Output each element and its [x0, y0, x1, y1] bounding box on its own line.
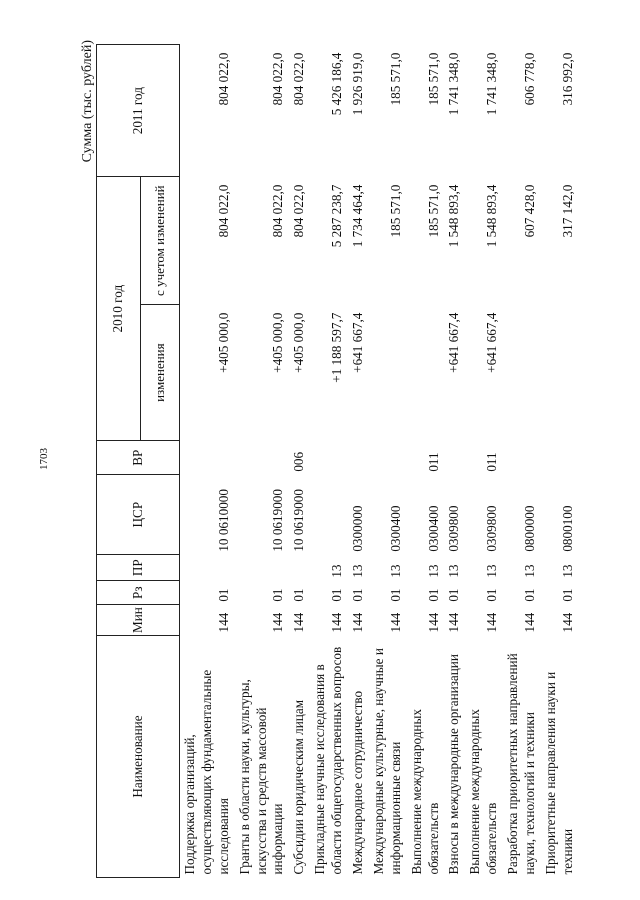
row-pr: 13	[350, 564, 366, 578]
row-csr: 0309800	[484, 505, 500, 552]
row-vr: 006	[291, 451, 307, 472]
row-csr: 0800100	[559, 505, 575, 552]
table-row	[369, 45, 407, 878]
budget-table	[96, 44, 579, 878]
units-label: Сумма (тыс. рублей)	[80, 40, 95, 163]
row-2011: 1 741 348,0	[446, 52, 462, 116]
table-row	[348, 45, 369, 878]
row-min: 144	[291, 612, 307, 633]
row-vr	[503, 441, 541, 475]
row-name: Взносы в международные организации	[446, 654, 462, 875]
row-2011: 804 022,0	[270, 52, 286, 106]
header-csr: ЦСР	[97, 475, 180, 555]
row-with-changes: 1 548 893,4	[484, 184, 500, 248]
table-row	[465, 45, 503, 878]
row-vr	[369, 441, 407, 475]
row-with-changes: 804 022,0	[291, 184, 307, 238]
row-vr	[310, 441, 348, 475]
row-name: Поддержка организаций, осуществляющих фундаментальные исследования	[182, 669, 231, 875]
row-with-changes: 317 142,0	[559, 184, 575, 238]
row-changes: +1 188 597,7	[329, 312, 345, 383]
row-changes: +641 667,4	[350, 312, 366, 373]
row-min: 144	[215, 612, 231, 633]
row-pr: 13	[425, 564, 441, 578]
row-2011: 804 022,0	[215, 52, 231, 106]
row-pr: 13	[522, 564, 538, 578]
table-row	[180, 45, 235, 878]
row-min: 144	[522, 612, 538, 633]
row-2011: 1 741 348,0	[484, 52, 500, 116]
row-min: 144	[446, 612, 462, 633]
row-2011: 804 022,0	[291, 52, 307, 106]
row-rz: 01	[484, 588, 500, 602]
row-rz: 01	[522, 588, 538, 602]
row-with-changes: 185 571,0	[387, 184, 403, 238]
table-row	[235, 45, 290, 878]
row-vr	[541, 441, 579, 475]
row-pr: 13	[446, 564, 462, 578]
row-rz: 01	[446, 588, 462, 602]
row-pr	[289, 555, 310, 581]
row-name: Выполнение международных обязательств	[408, 709, 441, 875]
row-2011: 606 778,0	[522, 52, 538, 106]
row-vr	[235, 441, 290, 475]
row-rz: 01	[270, 588, 286, 602]
row-name: Субсидии юридическим лицам	[291, 699, 307, 875]
header-row	[97, 45, 141, 878]
row-2011: 316 992,0	[559, 52, 575, 106]
row-changes: +405 000,0	[215, 312, 231, 373]
header-vr: ВР	[97, 441, 180, 475]
table-row	[407, 45, 445, 878]
header-pr: ПР	[97, 555, 180, 581]
row-changes: +641 667,4	[484, 312, 500, 373]
row-changes	[541, 305, 579, 441]
row-csr	[310, 475, 348, 555]
row-name: Гранты в области науки, культуры, искусства и средств массовой информации	[236, 679, 286, 875]
row-min: 144	[329, 612, 345, 633]
row-changes: +641 667,4	[446, 312, 462, 373]
row-csr: 0800000	[522, 505, 538, 552]
row-name: Выполнение международных обязательств	[467, 709, 500, 875]
row-with-changes: 185 571,0	[425, 184, 441, 238]
table-row	[289, 45, 310, 878]
row-min: 144	[559, 612, 575, 633]
row-with-changes: 1 734 464,4	[350, 184, 366, 248]
row-name: Приоритетные направления науки и техники	[542, 671, 575, 875]
row-csr: 0300000	[350, 505, 366, 552]
row-2011: 185 571,0	[387, 52, 403, 106]
row-pr: 13	[329, 564, 345, 578]
row-name: Прикладные научные исследования в области общегосударственных вопросов	[312, 646, 345, 875]
row-min: 144	[387, 612, 403, 633]
row-changes: +405 000,0	[270, 312, 286, 373]
row-2011: 5 426 186,4	[329, 52, 345, 116]
row-rz: 01	[215, 588, 231, 602]
row-2011: 1 926 919,0	[350, 52, 366, 116]
row-with-changes: 1 548 893,4	[446, 184, 462, 248]
row-name: Разработка приоритетных направлений науки, технологий и техники	[505, 653, 538, 875]
header-name: Наименование	[97, 636, 180, 878]
table-row	[444, 45, 465, 878]
row-min: 144	[350, 612, 366, 633]
row-pr: 13	[484, 564, 500, 578]
header-with-changes: с учетом изменений	[141, 177, 180, 305]
table-row	[541, 45, 579, 878]
row-changes	[369, 305, 407, 441]
row-csr: 0309800	[446, 505, 462, 552]
row-csr: 0300400	[387, 505, 403, 552]
row-rz: 01	[387, 588, 403, 602]
row-with-changes: 804 022,0	[215, 184, 231, 238]
row-csr: 10 0610000	[215, 489, 231, 552]
header-min: Мин	[97, 605, 180, 636]
table-row	[503, 45, 541, 878]
row-min: 144	[425, 612, 441, 633]
header-changes: изменения	[141, 305, 180, 441]
row-vr	[180, 441, 235, 475]
header-year-2011: 2011 год	[97, 45, 180, 177]
row-name: Международные культурные, научные и информационные связи	[370, 648, 403, 875]
row-min: 144	[270, 612, 286, 633]
row-pr	[180, 555, 235, 581]
row-rz: 01	[559, 588, 575, 602]
header-rz: Рз	[97, 581, 180, 605]
row-csr: 10 0619000	[291, 489, 307, 552]
row-rz: 01	[425, 588, 441, 602]
row-with-changes: 607 428,0	[522, 184, 538, 238]
row-csr: 0300400	[425, 505, 441, 552]
row-changes	[407, 305, 445, 441]
header-year-2010: 2010 год	[97, 177, 141, 441]
row-vr	[444, 441, 465, 475]
row-vr: 011	[484, 452, 500, 472]
row-with-changes: 804 022,0	[270, 184, 286, 238]
row-rz: 01	[329, 588, 345, 602]
row-pr: 13	[559, 564, 575, 578]
row-2011: 185 571,0	[425, 52, 441, 106]
row-vr	[348, 441, 369, 475]
row-rz: 01	[291, 588, 307, 602]
row-min: 144	[484, 612, 500, 633]
table-body	[180, 45, 579, 878]
row-with-changes: 5 287 238,7	[329, 184, 345, 248]
row-rz: 01	[350, 588, 366, 602]
row-changes	[503, 305, 541, 441]
row-pr	[235, 555, 290, 581]
row-csr: 10 0619000	[270, 489, 286, 552]
row-name: Международное сотрудничество	[350, 690, 366, 875]
page-number: 1703	[38, 448, 50, 470]
row-changes: +405 000,0	[291, 312, 307, 373]
row-pr: 13	[387, 564, 403, 578]
table-row	[310, 45, 348, 878]
row-vr: 011	[425, 452, 441, 472]
